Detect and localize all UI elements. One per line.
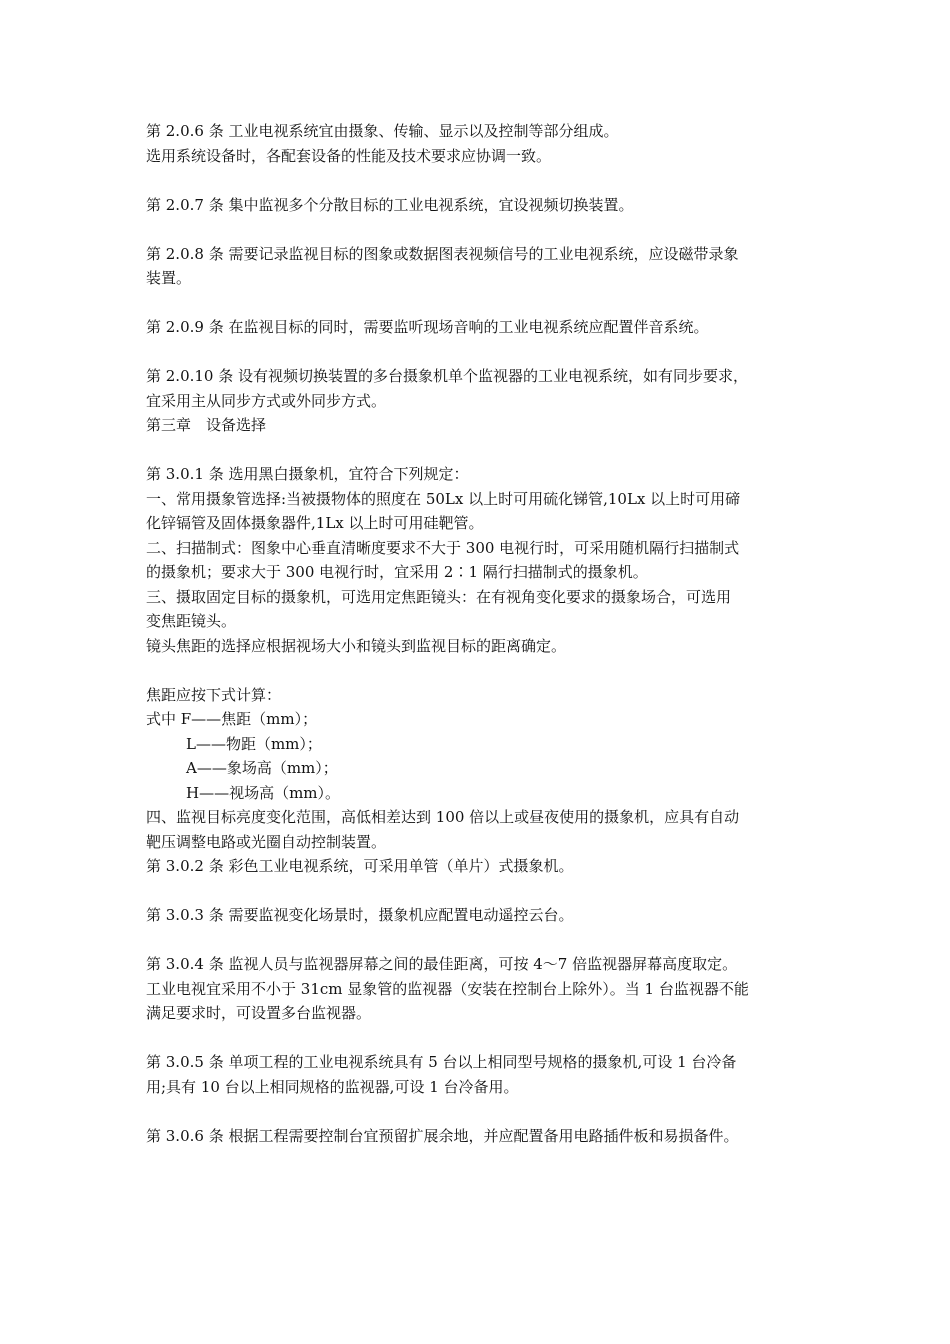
formula-legend-line: H——视场高（mm）。 [186, 783, 341, 802]
text-line: 的摄象机；要求大于 300 电视行时，宜采用 2∶1 隔行扫描制式的摄象机。 [146, 563, 648, 581]
blank-line [146, 1099, 826, 1124]
text-line: 三、摄取固定目标的摄象机，可选用定焦距镜头：在有视角变化要求的摄象场合，可选用 [146, 587, 732, 606]
chapter-heading: 第三章 设备选择 [146, 416, 267, 434]
text-line: 第 2.0.10 条 设有视频切换装置的多台摄象机单个监视器的工业电视系统，如有同步要求， [146, 367, 749, 385]
text-line: 二、扫描制式：图象中心垂直清晰度要求不大于 300 电视行时，可采用随机隔行扫描制式 [146, 538, 740, 557]
blank-line [146, 438, 826, 463]
text-line: 一、常用摄象管选择:当被摄物体的照度在 50Lx 以上时可用硫化锑管,10Lx 以上时可用碲 [146, 489, 741, 508]
blank-line [146, 168, 826, 193]
formula-legend-line: 式中 F——焦距（mm）； [146, 710, 318, 728]
text-line: 第 2.0.6 条 工业电视系统宜由摄象、传输、显示以及控制等部分组成。 [146, 122, 619, 140]
text-line: 化锌镉管及固体摄象器件,1Lx 以上时可用硅靶管。 [146, 514, 484, 532]
text-line: 四、监视目标亮度变化范围，高低相差达到 100 倍以上或昼夜使用的摄象机，应具有自动 [146, 808, 740, 826]
formula-legend-line: A——象场高（mm）； [186, 759, 338, 777]
blank-line [146, 291, 826, 316]
document-body [146, 119, 826, 1148]
text-line: 第 3.0.2 条 彩色工业电视系统，可采用单管（单片）式摄象机。 [146, 857, 574, 875]
text-line: 第 2.0.8 条 需要记录监视目标的图象或数据图表视频信号的工业电视系统，应设磁带录象 [146, 244, 739, 263]
text-line: 靶压调整电路或光圈自动控制装置。 [146, 832, 387, 851]
blank-line [146, 658, 826, 683]
text-line: 第 3.0.5 条 单项工程的工业电视系统具有 5 台以上相同型号规格的摄象机,可设 1 台冷备 [146, 1053, 737, 1071]
text-line: 第 2.0.7 条 集中监视多个分散目标的工业电视系统，宜设视频切换装置。 [146, 195, 634, 214]
formula-legend-line: L——物距（mm）； [186, 734, 322, 753]
text-line: 镜头焦距的选择应根据视场大小和镜头到监视目标的距离确定。 [146, 636, 567, 655]
text-line: 第 2.0.9 条 在监视目标的同时，需要监听现场音响的工业电视系统应配置伴音系统。 [146, 318, 709, 336]
text-line: 工业电视宜采用不小于 31cm 显象管的监视器（安装在控制台上除外）。当 1 台监视器不能 [146, 979, 749, 998]
blank-line [146, 879, 826, 904]
blank-line [146, 340, 826, 365]
text-line: 第 3.0.4 条 监视人员与监视器屏幕之间的最佳距离，可按 4～7 倍监视器屏幕高度取定。 [146, 955, 738, 973]
text-line: 选用系统设备时，各配套设备的性能及技术要求应协调一致。 [146, 146, 552, 165]
text-line: 第 3.0.6 条 根据工程需要控制台宜预留扩展余地，并应配置备用电路插件板和易损备件。 [146, 1126, 739, 1145]
text-line: 装置。 [146, 269, 192, 287]
blank-line [146, 928, 826, 953]
text-line: 焦距应按下式计算： [146, 685, 282, 704]
text-line: 宜采用主从同步方式或外同步方式。 [146, 391, 387, 410]
text-line: 第 3.0.3 条 需要监视变化场景时，摄象机应配置电动遥控云台。 [146, 906, 574, 924]
text-line: 第 3.0.1 条 选用黑白摄象机，宜符合下列规定： [146, 465, 469, 483]
text-line: 用;具有 10 台以上相同规格的监视器,可设 1 台冷备用。 [146, 1077, 519, 1096]
blank-line [146, 1026, 826, 1051]
blank-line [146, 217, 826, 242]
text-line: 满足要求时，可设置多台监视器。 [146, 1004, 372, 1022]
text-line: 变焦距镜头。 [146, 612, 237, 630]
